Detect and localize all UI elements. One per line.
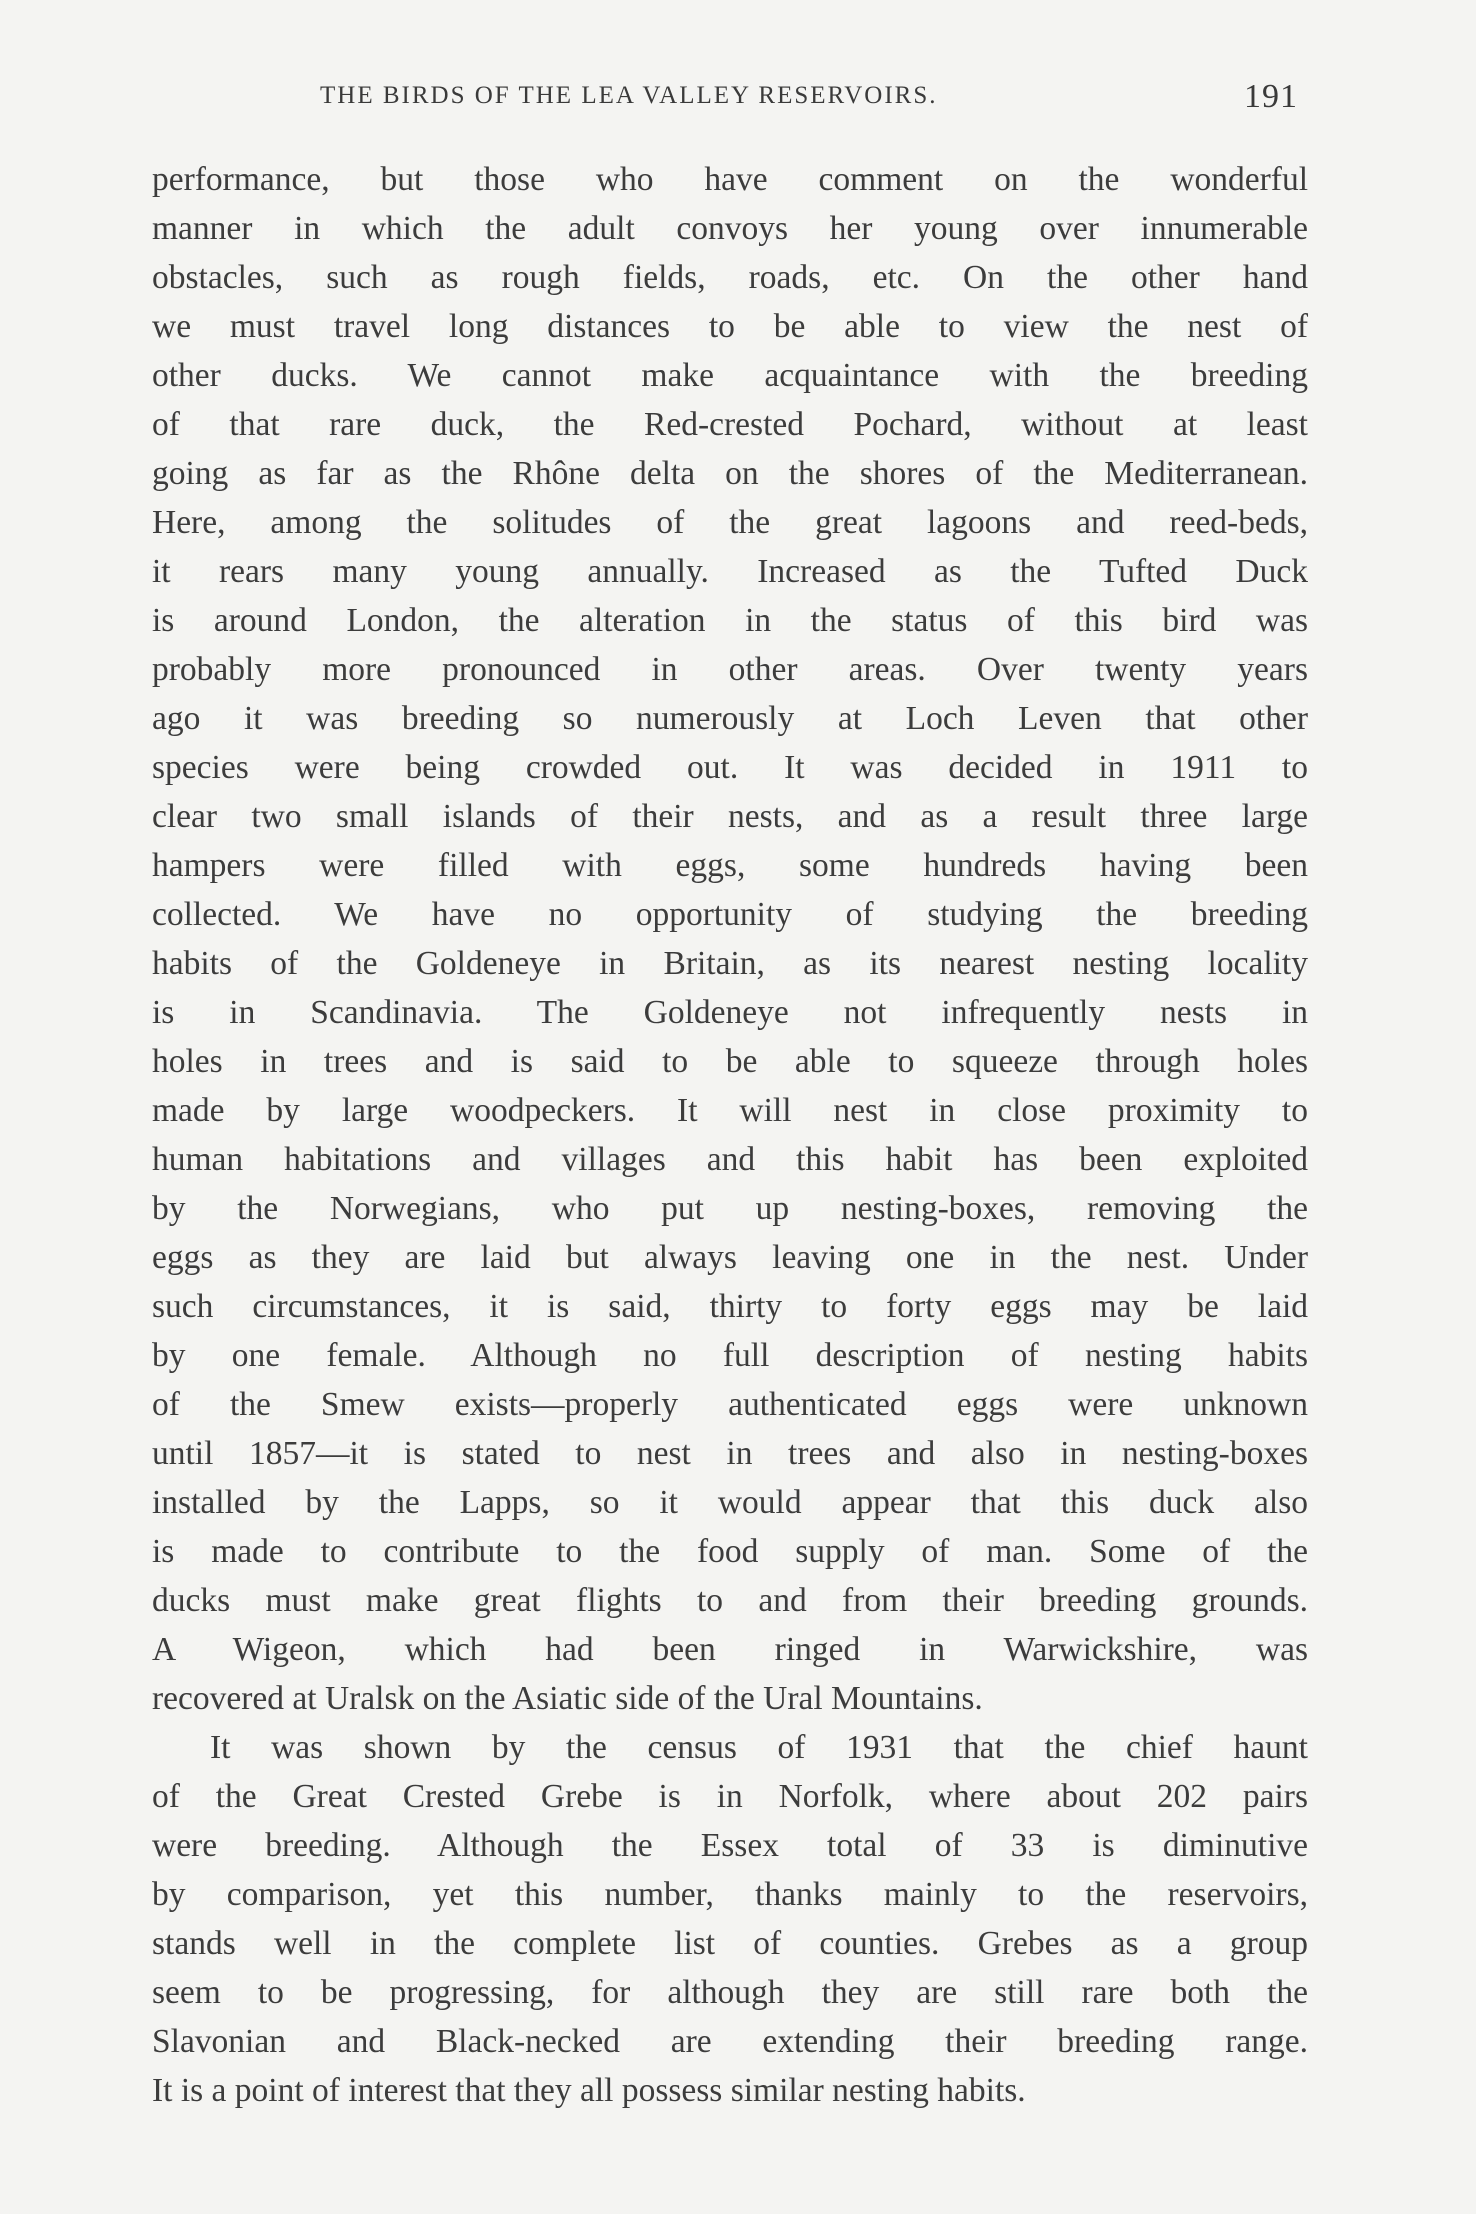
page-number: 191 [1244, 78, 1298, 115]
text-line: human habitations and villages and this habit has been exploited [152, 1141, 1308, 1178]
text-line: Here, among the solitudes of the great lagoons and reed-beds, [152, 504, 1308, 541]
text-line: performance, but those who have comment on the wonderful [152, 161, 1308, 198]
text-line: is in Scandinavia. The Goldeneye not infrequently nests in [152, 994, 1308, 1031]
text-line: of the Smew exists—properly authenticated eggs were unknown [152, 1386, 1308, 1423]
text-line: is around London, the alteration in the status of this bird was [152, 602, 1308, 639]
running-head [150, 78, 1310, 122]
text-line: ago it was breeding so numerously at Loch Leven that other [152, 700, 1308, 737]
text-line: It is a point of interest that they all possess similar nesting habits. [152, 2072, 1026, 2109]
text-line: were breeding. Although the Essex total of 33 is diminutive [152, 1827, 1308, 1864]
text-line: habits of the Goldeneye in Britain, as its nearest nesting locality [152, 945, 1308, 982]
text-line: made by large woodpeckers. It will nest in close proximity to [152, 1092, 1308, 1129]
text-line: It was shown by the census of 1931 that the chief haunt [210, 1729, 1308, 1766]
text-line: until 1857—it is stated to nest in trees and also in nesting-boxes [152, 1435, 1308, 1472]
text-line: A Wigeon, which had been ringed in Warwickshire, was [152, 1631, 1308, 1668]
text-line: it rears many young annually. Increased as the Tufted Duck [152, 553, 1308, 590]
text-line: is made to contribute to the food supply of man. Some of the [152, 1533, 1308, 1570]
text-line: stands well in the complete list of counties. Grebes as a group [152, 1925, 1308, 1962]
text-line: other ducks. We cannot make acquaintance with the breeding [152, 357, 1308, 394]
text-line: obstacles, such as rough fields, roads, etc. On the other hand [152, 259, 1308, 296]
body-text [152, 155, 1308, 2115]
text-line: manner in which the adult convoys her young over innumerable [152, 210, 1308, 247]
text-line: ducks must make great flights to and from their breeding grounds. [152, 1582, 1308, 1619]
text-line: by comparison, yet this number, thanks mainly to the reservoirs, [152, 1876, 1308, 1913]
text-line: such circumstances, it is said, thirty to forty eggs may be laid [152, 1288, 1308, 1325]
text-line: installed by the Lapps, so it would appear that this duck also [152, 1484, 1308, 1521]
text-line: species were being crowded out. It was decided in 1911 to [152, 749, 1308, 786]
text-line: recovered at Uralsk on the Asiatic side of the Ural Mountains. [152, 1680, 983, 1717]
paragraph [152, 155, 1308, 1723]
text-line: by the Norwegians, who put up nesting-boxes, removing the [152, 1190, 1308, 1227]
paragraph [152, 1723, 1308, 2115]
text-line: of that rare duck, the Red-crested Pochard, without at least [152, 406, 1308, 443]
text-line: Slavonian and Black-necked are extending their breeding range. [152, 2023, 1308, 2060]
text-line: probably more pronounced in other areas. Over twenty years [152, 651, 1308, 688]
text-line: by one female. Although no full description of nesting habits [152, 1337, 1308, 1374]
text-line: clear two small islands of their nests, and as a result three large [152, 798, 1308, 835]
running-title: THE BIRDS OF THE LEA VALLEY RESERVOIRS. [320, 82, 938, 109]
text-line: we must travel long distances to be able to view the nest of [152, 308, 1308, 345]
text-line: eggs as they are laid but always leaving one in the nest. Under [152, 1239, 1308, 1276]
text-line: going as far as the Rhône delta on the shores of the Mediterranean. [152, 455, 1308, 492]
text-line: seem to be progressing, for although they are still rare both the [152, 1974, 1308, 2011]
text-line: holes in trees and is said to be able to squeeze through holes [152, 1043, 1308, 1080]
text-line: of the Great Crested Grebe is in Norfolk, where about 202 pairs [152, 1778, 1308, 1815]
text-line: collected. We have no opportunity of studying the breeding [152, 896, 1308, 933]
text-line: hampers were filled with eggs, some hundreds having been [152, 847, 1308, 884]
